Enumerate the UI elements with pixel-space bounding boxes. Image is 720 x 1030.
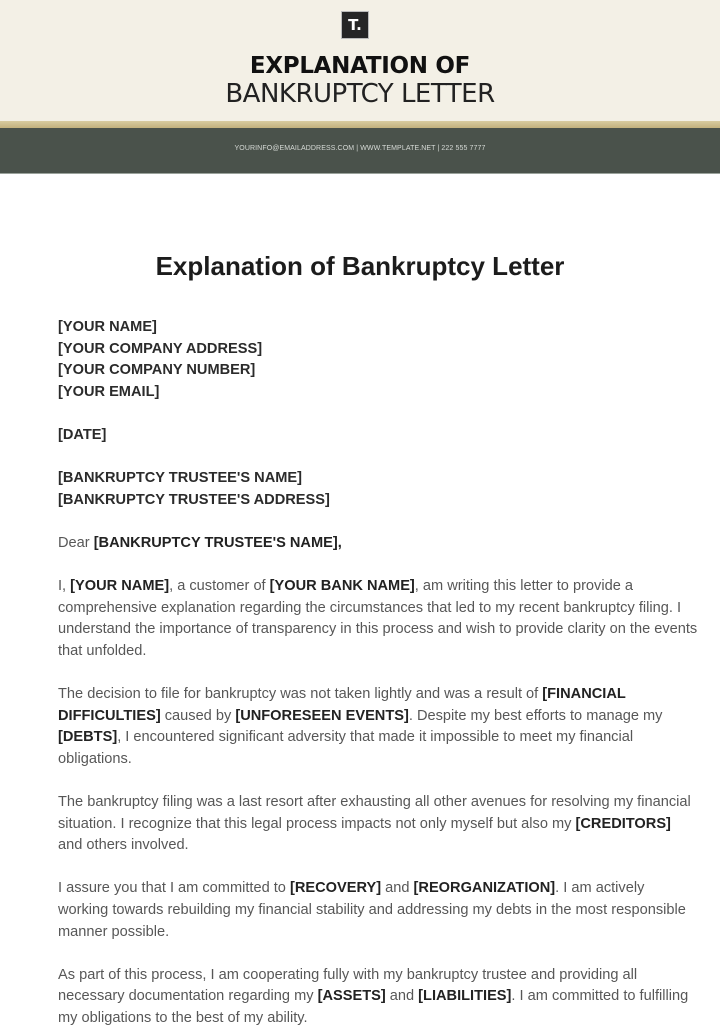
sender-address: [YOUR COMPANY ADDRESS] (58, 340, 263, 357)
contact-band (0, 128, 720, 174)
gold-divider (0, 121, 720, 128)
paragraph-3: The bankruptcy filing was a last resort after exhausting all other avenues for resolving my financial situation. I recognize that this legal process impacts not only myself but also my [CREDITORS] and others involved. (58, 794, 691, 854)
sender-name: [YOUR NAME] (58, 319, 157, 335)
sender-email: [YOUR EMAIL] (58, 383, 160, 400)
letterhead-title-line1: EXPLANATION OF (249, 53, 471, 79)
salutation: Dear [BANKRUPTCY TRUSTEE'S NAME], (58, 534, 342, 551)
sender-number: [YOUR COMPANY NUMBER] (58, 362, 256, 379)
paragraph-2: The decision to file for bankruptcy was not taken lightly and was a result of [FINANCIAL DIFFICULTIES] caused by [UNFORESEEN EVENTS]. Despite my best efforts to manage my [DEBTS], I encountered significant adversity that made it impossible to meet my financial obligations. (58, 686, 663, 767)
recipient-address: [BANKRUPTCY TRUSTEE'S ADDRESS] (58, 491, 330, 508)
template-logo-icon: T. (341, 11, 369, 39)
recipient-name: [BANKRUPTCY TRUSTEE'S NAME] (58, 470, 303, 487)
letter-body (58, 317, 698, 1030)
recipient-block (58, 468, 698, 511)
paragraph-4: I assure you that I am committed to [RECOVERY] and [REORGANIZATION]. I am actively working towards rebuilding my financial stability and addressing my debts in the most responsible manner possible. (58, 880, 686, 940)
letterhead (0, 0, 720, 121)
sender-block (58, 317, 698, 403)
paragraph-5: As part of this process, I am cooperating fully with my bankruptcy trustee and providing all necessary documentation regarding my [ASSETS] and [LIABILITIES]. I am committed to fulfilling my obligations to the best of my ability. (58, 966, 689, 1026)
document-title: Explanation of Bankruptcy Letter (155, 251, 565, 281)
paragraph-1: I, [YOUR NAME], a customer of [YOUR BANK NAME], am writing this letter to provide a comprehensive explanation regarding the circumstances that led to my recent bankruptcy filing. I understand the importance of transparency in this process and wish to provide clarity on the events that unfolded. (58, 578, 698, 659)
letter-date: [DATE] (58, 426, 107, 443)
contact-info: YOURINFO@EMAILADDRESS.COM | WWW.TEMPLATE.NET | 222 555 7777 (234, 145, 486, 152)
letterhead-title-line2: BANKRUPTCY LETTER (225, 79, 495, 109)
